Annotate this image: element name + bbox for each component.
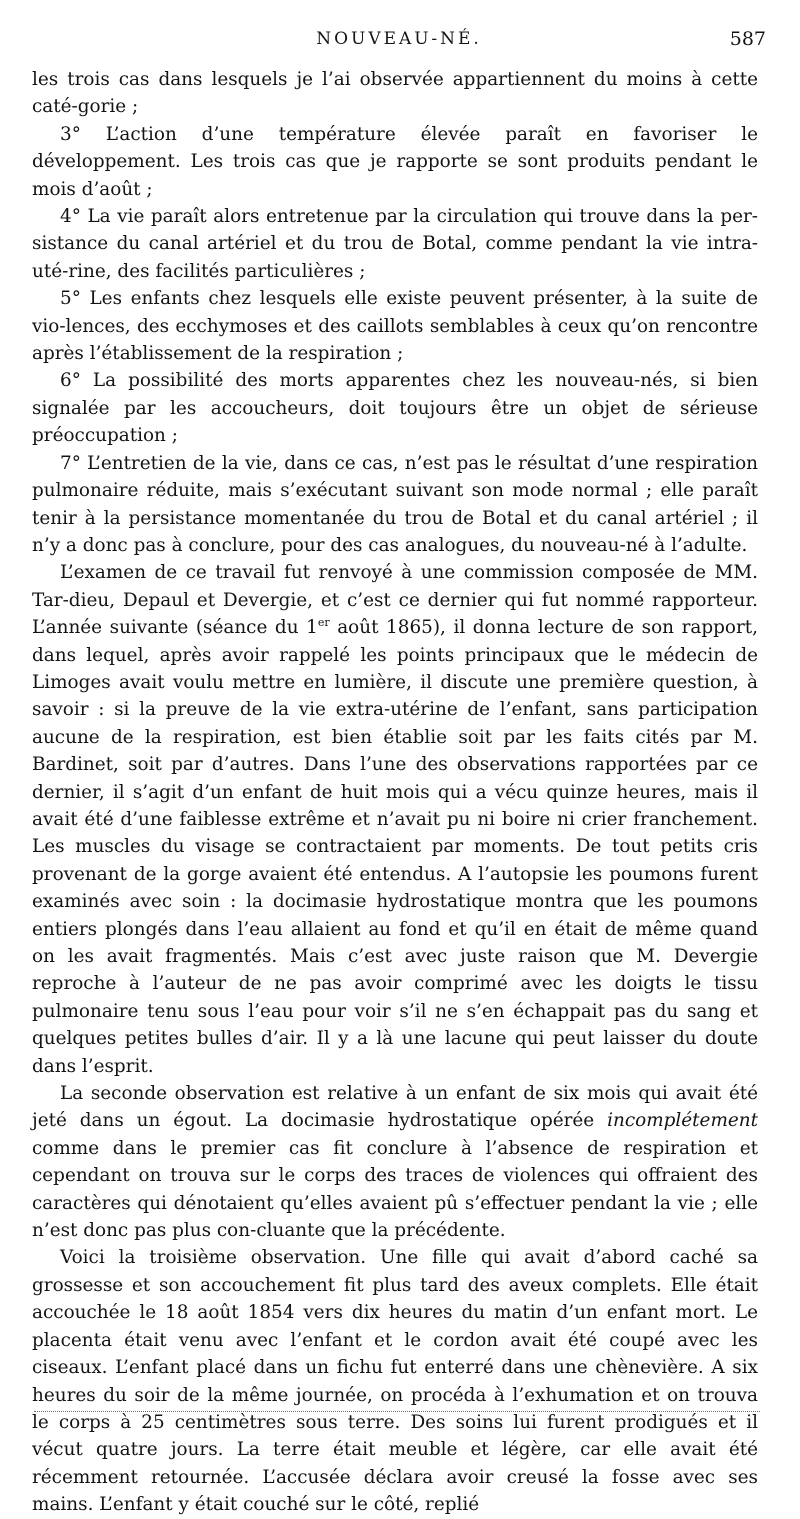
running-header — [32, 22, 766, 56]
paragraph-item-4: 4° La vie paraît alors entretenue par la circulation qui trouve dans la per-sistance du canal artériel et du trou de Botal, comme pendant la vie intra-uté-rine, des facilités particulières ; — [32, 206, 758, 282]
footer-dotted-rule — [34, 1411, 760, 1412]
paragraph-continuation: les trois cas dans lesquels je l’ai observée appartiennent du moins à cette caté-gorie ; — [32, 69, 758, 118]
commission-text-b: août 1865), il donna lecture de son rapport, dans lequel, après avoir rappelé les points principaux que le médecin de Limoges avait voulu mettre en lumière, il discute une première question, à savoir : si la preuve de la vie extra-utérine de l’enfant, sans participation aucune de la respiration, est bien établie soit par les faits cités par M. Bardinet, soit par d’autres. Dans l’une des observations rapportées par ce dernier, il s’agit d’un enfant de huit mois qui a vécu quinze heures, mais il avait été d’une faiblesse extrême et n’avait pu ni boire ni crier franchement. Les muscles du visage se contractaient par moments. De tout petits cris provenant de la gorge avaient été entendus. A l’autopsie les poumons furent examinés avec soin : la docimasie hydrostatique montra que les poumons entiers plongés dans l’eau allaient au fond et qu’il en était de même quand on les avait fragmentés. Mais c’est avec juste raison que M. Devergie reproche à l’auteur de ne pas avoir comprimé avec les doigts le tissu pulmonaire tenu sous l’eau pour voir s’il ne s’en échappait pas du sang et quelques petites bulles d’air. Il y a là une lacune qui peut laisser du doute dans l’esprit. — [32, 617, 758, 1077]
paragraph-item-3: 3° L’action d’une température élevée paraît en favoriser le développement. Les trois cas que je rapporte se sont produits pendant le mois d’août ; — [32, 123, 758, 200]
paragraph-item-5: 5° Les enfants chez lesquels elle existe peuvent présenter, à la suite de vio-lences, des ecchymoses et des caillots semblables à ceux qu’on rencontre après l’établissement de la respiration ; — [32, 288, 758, 365]
page-number: 587 — [729, 28, 766, 50]
italic-word: incomplétement — [607, 1110, 758, 1132]
second-observation-text-a: La seconde observation est relative à un enfant de six mois qui avait été jeté dans un égout. La docimasie hydrostatique opérée — [32, 1083, 758, 1132]
superscript-er: er — [317, 616, 330, 629]
commission-text-a: L’examen de ce travail fut renvoyé à une commission composée de MM. Tar-dieu, Depaul et Devergie, et c’est ce dernier qui fut nommé rapporteur. L’année suivante (séance du 1 — [32, 562, 758, 639]
running-title: NOUVEAU-NÉ. — [316, 29, 482, 49]
paragraph-item-7: 7° L’entretien de la vie, dans ce cas, n’est pas le résultat d’une respiration pulmonaire réduite, mais s’exécutant suivant son mode normal ; elle paraît tenir à la persistance momentanée du trou de Botal et du canal artériel ; il n’y a donc pas à conclure, pour des cas analogues, du nouveau-né à l’adulte. — [32, 452, 758, 556]
paragraph-item-6: 6° La possibilité des morts apparentes chez les nouveau-nés, si bien signalée par les accoucheurs, doit toujours être un objet de sérieuse préoccupation ; — [32, 370, 758, 447]
paragraph-commission — [32, 559, 758, 1080]
body-text — [32, 66, 758, 1519]
second-observation-text-b: comme dans le premier cas fit conclure à l’absence de respiration et cependant on trouva sur le corps des traces de violences qui offraient des caractères qui dénotaient qu’elles avaient pû s’effectuer pendant la vie ; elle n’est donc pas plus con-cluante que la précédente. — [32, 1137, 758, 1242]
paragraph-third-observation: Voici la troisième observation. Une fille qui avait d’abord caché sa grossesse et son accouchement fit plus tard des aveux complets. Elle était accouchée le 18 août 1854 vers dix heures du matin d’un enfant mort. Le placenta était venu avec l’enfant et le cordon avait été coupé avec les ciseaux. L’enfant placé dans un fichu fut enterré dans une chènevière. A six heures du soir de la même journée, on procéda à l’exhumation et on trouva le corps à 25 centimètres sous terre. Des soins lui furent prodigués et il vécut quatre jours. La terre était meuble et légère, car elle avait été récemment retournée. L’accusée déclara avoir creusé la fosse avec ses mains. L’enfant y était couché sur le côté, replié — [32, 1247, 758, 1516]
paragraph-second-observation — [32, 1080, 758, 1244]
